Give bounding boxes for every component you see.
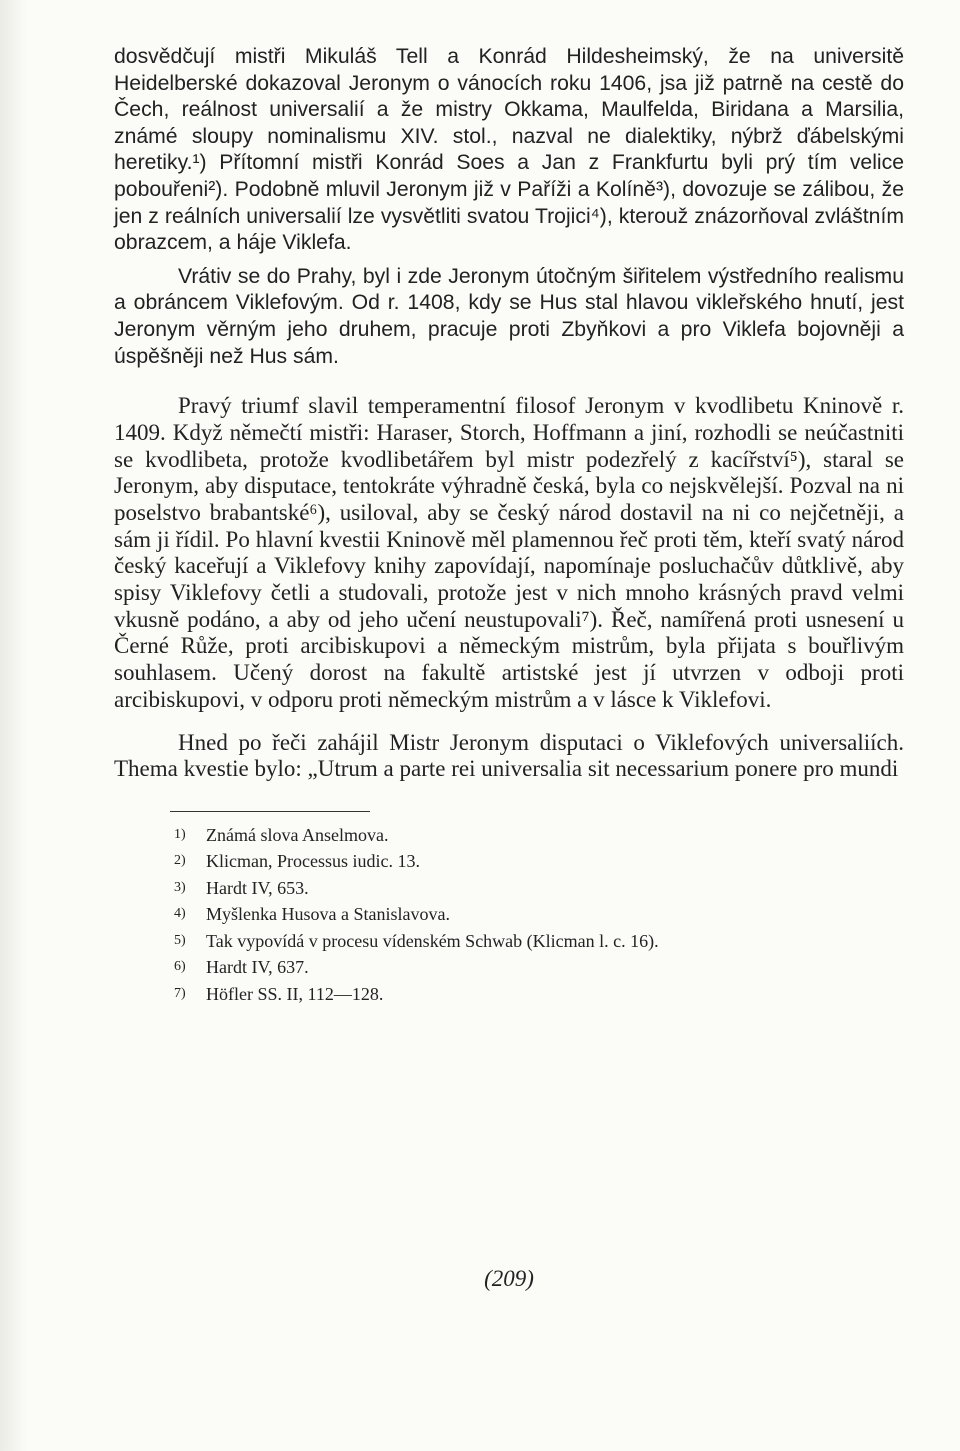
page-number: (209) <box>484 1266 534 1291</box>
footnote-4: 4) Myšlenka Husova a Stanislavova. <box>174 904 450 925</box>
footnote-7: 7) Höfler SS. II, 112—128. <box>174 983 384 1004</box>
paragraph-3: Pravý triumf slavil temperamentní filosof Jeronym v kvodlibetu Kninově r. 1409. Když němečtí mistři: Haraser, Storch, Hoffmann a jiní, rozhodli se neúčastniti se kvodlibeta, protože kvodlibetářem byl mistr podezřelý z kacířství⁵), staral se Jeronym, aby disputace, tentokráte výhradně česká, byla co nejskvělejší. Pozval na ni poselstvo brabantské⁶), usiloval, aby se český národ dostavil na ni co nejčetněji, a sám ji řídil. Po hlavní kvestii Kninově měl plamennou řeč proti těm, kteří svatý národ český kaceřují a Viklefovy knihy zapovídají, napomínaje posluchačův důtklivě, aby spisy Viklefovy četli a studovali, protože jest v nich mnoho krásných pravd velmi vkusně podáno, a aby od jeho učení neustupovali⁷). Řeč, namířená proti usnesení u Černé Růže, proti arcibiskupovi a německým mistrům, byla přijata s bouřlivým souhlasem. Učený dorost na fakultě artistské jest jí utvrzen v odboji proti arcibiskupovi, v odporu proti německým mistrům a v lásce k Viklefovi. <box>114 393 904 712</box>
paragraph-4: Hned po řeči zahájil Mistr Jeronym disputaci o Viklefových universaliích. Thema kvestie bylo: „Utrum a parte rei universalia sit necessarium ponere pro mundi <box>114 729 904 782</box>
footnote-separator <box>170 811 370 812</box>
footnote-1: 1) Známá slova Anselmova. <box>174 824 389 845</box>
footnotes <box>174 822 904 1008</box>
paragraph-2: Vrátiv se do Prahy, byl i zde Jeronym útočným šiřitelem výstředního realismu a obráncem Viklefovým. Od r. 1408, kdy se Hus stal hlavou vikleřského hnutí, jest Jeronym věrným jeho druhem, pracuje proti Zbyňkovi a pro Viklefa bojovněji a úspěšněji než Hus sám. <box>114 264 904 368</box>
footnote-6: 6) Hardt IV, 637. <box>174 957 309 978</box>
footnote-3: 3) Hardt IV, 653. <box>174 877 309 898</box>
footnote-5: 5) Tak vypovídá v procesu vídenském Schwab (Klicman l. c. 16). <box>174 930 659 951</box>
book-page <box>114 44 904 1291</box>
scan-edge <box>0 0 28 1451</box>
footnote-2: 2) Klicman, Processus iudic. 13. <box>174 851 420 872</box>
paragraph-1: dosvědčují mistři Mikuláš Tell a Konrád Hildesheimský, že na universitě Heidelberské dokazoval Jeronym o vánocích roku 1406, jsa již patrně na cestě do Čech, reálnost universalií a že mistry Okkama, Maulfelda, Biridana a Marsilia, známé sloupy nominalismu XIV. stol., nazval ne dialektiky, nýbrž ďábelskými heretiky.¹) Přítomní mistři Konrád Soes a Jan z Frankfurtu byli prý tím velice pobouřeni²). Podobně mluvil Jeronym již v Paříži a Kolíně³), dovozuje se zálibou, že jen z reálních universalií lze vysvětliti svatou Trojici⁴), kterouž znázorňoval zvláštním obrazcem, a háje Viklefa. <box>114 45 904 255</box>
